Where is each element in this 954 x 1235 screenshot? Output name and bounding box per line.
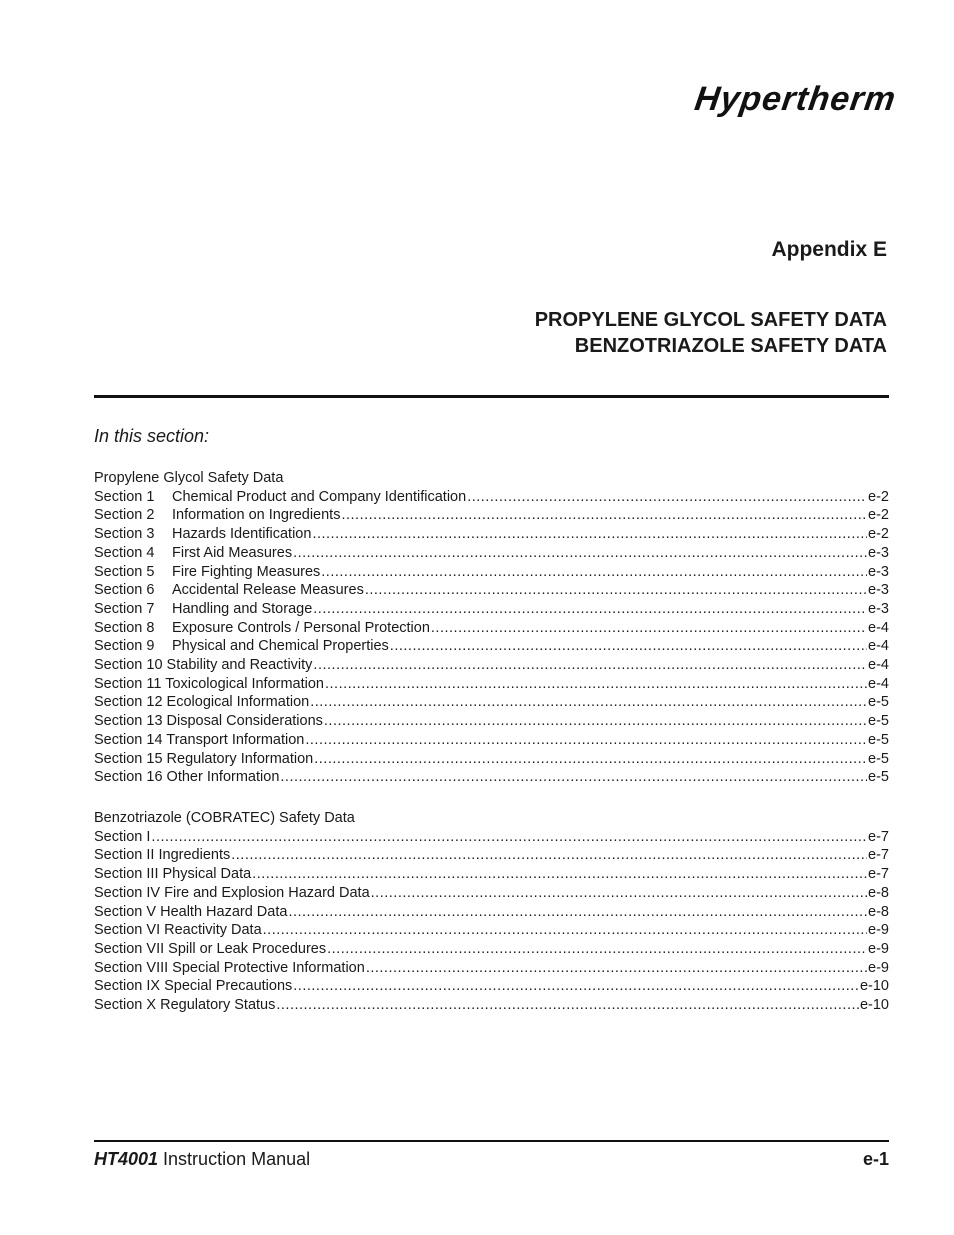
toc-leader-dots [321,563,867,582]
toc-entry-text: Hazards Identification [172,526,312,543]
toc-entry[interactable] [94,921,889,940]
toc-entry-label [94,693,309,712]
toc-entry-text: First Aid Measures [172,544,293,561]
toc-entry[interactable] [94,525,889,544]
toc-leader-dots [325,675,867,694]
toc-entry-number: Section 3 [94,526,155,543]
in-this-section-label: In this section: [94,426,210,446]
toc-entry-page: e-3 [868,544,889,561]
toc-entry-label [94,768,279,787]
toc-entry-label [94,977,292,996]
toc-leader-dots [305,731,867,750]
toc-entry[interactable] [94,977,889,996]
toc-entry[interactable] [94,768,889,787]
toc-entry-label [94,996,275,1015]
toc-entry-text: Section 12 Ecological Information [94,694,310,711]
footer-divider [94,1140,889,1142]
toc-leader-dots [327,940,867,959]
toc-entry-label [94,600,312,619]
toc-entry-label [94,525,311,544]
toc-entry-page: e-5 [868,769,889,786]
toc-entry[interactable] [94,959,889,978]
hypertherm-logo: Hypertherm [692,80,899,118]
toc-entry-number: Section 7 [94,600,155,617]
appendix-title: Appendix E [771,238,887,261]
toc-entry-label [94,488,466,507]
toc-leader-dots [280,768,867,787]
toc-propylene-glycol [94,469,889,787]
toc-entry-page: e-7 [868,828,889,845]
toc-entry-text: Section VI Reactivity Data [94,922,262,939]
toc-entry-label [94,903,287,922]
toc-entry-text: Section VII Spill or Leak Procedures [94,940,327,957]
toc-entry[interactable] [94,693,889,712]
toc-leader-dots [365,581,867,600]
toc-entry-text: Section 10 Stability and Reactivity [94,657,313,674]
toc-leader-dots [390,637,867,656]
toc-leader-dots [431,619,867,638]
toc-entry[interactable] [94,884,889,903]
toc-entry-text: Section IX Special Precautions [94,978,293,995]
toc-entry-page: e-9 [868,940,889,957]
toc-entry-page: e-5 [868,731,889,748]
toc-entry-text: Section 14 Transport Information [94,731,305,748]
toc-entry-text: Section 16 Other Information [94,769,280,786]
toc-entry-text: Exposure Controls / Personal Protection [172,619,430,636]
toc-entry-label [94,581,364,600]
toc-leader-dots [341,506,867,525]
toc-entry[interactable] [94,675,889,694]
toc-entry-page: e-3 [868,600,889,617]
toc-entry-page: e-7 [868,847,889,864]
toc-leader-dots [467,488,867,507]
toc-entry-label [94,712,323,731]
toc-leader-dots [276,996,859,1015]
toc-leader-dots [366,959,867,978]
toc-entry-page: e-8 [868,884,889,901]
toc-entry[interactable] [94,828,889,847]
toc-entry-text: Section 15 Regulatory Information [94,750,314,767]
toc-entry-text: Accidental Release Measures [172,582,364,599]
toc-entry-page: e-4 [868,675,889,692]
top-divider [94,395,889,398]
toc-entry-text: Section V Health Hazard Data [94,903,288,920]
toc-entry-label [94,637,389,656]
toc-entry[interactable] [94,996,889,1015]
toc-entry-page: e-9 [868,922,889,939]
toc-entry-label [94,731,304,750]
toc-entry-text: Section X Regulatory Status [94,997,276,1014]
toc-entry-text: Chemical Product and Company Identification [172,488,467,505]
toc-entry-text: Section II Ingredients [94,847,231,864]
toc-entry[interactable] [94,506,889,525]
toc-leader-dots [288,903,867,922]
toc-leader-dots [313,600,867,619]
toc-entry-text: Section 13 Disposal Considerations [94,713,323,730]
title-line-1: PROPYLENE GLYCOL SAFETY DATA [534,309,887,331]
toc-entry-label [94,884,370,903]
toc-entry[interactable] [94,731,889,750]
toc-entry-text: Section VIII Special Protective Information [94,959,365,976]
toc-entry-text: Information on Ingredients [172,507,341,524]
toc-entry-page: e-4 [868,657,889,674]
toc-entry-text: Fire Fighting Measures [172,563,321,580]
toc-entry-text: Handling and Storage [172,600,313,617]
toc-entry-label [94,940,326,959]
toc-leader-dots [293,544,867,563]
footer-page-number: e-1 [862,1149,889,1169]
toc-entry-number: Section 8 [94,619,155,636]
toc-entry[interactable] [94,940,889,959]
toc-entry[interactable] [94,563,889,582]
toc-leader-dots [263,921,867,940]
toc-entry-text: Section 11 Toxicological Information [94,675,324,692]
toc-entry[interactable] [94,846,889,865]
toc-entry-page: e-3 [868,563,889,580]
toc-entry-page: e-5 [868,713,889,730]
toc-entry[interactable] [94,637,889,656]
footer-manual-label: Instruction Manual [158,1149,311,1169]
toc-entry-label [94,563,320,582]
toc-entry-label [94,656,312,675]
toc-entry-page: e-2 [868,507,889,524]
toc-leader-dots [314,750,867,769]
toc-group-heading: Benzotriazole (COBRATEC) Safety Data [94,810,355,826]
toc-benzotriazole [94,809,889,1015]
toc-entry[interactable] [94,488,889,507]
toc-entry[interactable] [94,619,889,638]
toc-entry[interactable] [94,600,889,619]
toc-leader-dots [312,525,867,544]
toc-entry-label [94,750,313,769]
toc-entry-page: e-10 [859,978,889,995]
toc-entry-page: e-3 [868,582,889,599]
toc-entry-page: e-4 [868,619,889,636]
toc-entry-number: Section 5 [94,563,155,580]
toc-entry-page: e-5 [868,750,889,767]
toc-entry-label [94,828,150,847]
toc-leader-dots [293,977,859,996]
footer-model: HT4001 [94,1149,159,1169]
toc-entry-label [94,544,292,563]
toc-leader-dots [151,828,867,847]
toc-entry-text: Section III Physical Data [94,866,252,883]
toc-entry[interactable] [94,865,889,884]
toc-entry-page: e-2 [868,488,889,505]
toc-entry-label [94,846,230,865]
document-titles [535,307,887,359]
toc-entry-page: e-8 [868,903,889,920]
toc-entry-page: e-2 [868,526,889,543]
title-line-2: BENZOTRIAZOLE SAFETY DATA [574,335,887,357]
toc-entry-label [94,619,430,638]
toc-entry-page: e-5 [868,694,889,711]
toc-entry-number: Section 9 [94,638,155,655]
toc-entry[interactable] [94,581,889,600]
toc-entry-number: Section 2 [94,507,155,524]
toc-entry-number: Section 4 [94,544,155,561]
toc-entry[interactable] [94,750,889,769]
toc-leader-dots [371,884,867,903]
toc-entry-label [94,506,340,525]
toc-entry-label [94,675,324,694]
toc-entry-page: e-7 [868,866,889,883]
toc-leader-dots [252,865,867,884]
toc-entry-number: Section 6 [94,582,155,599]
footer-manual-title [94,1149,310,1170]
toc-leader-dots [324,712,867,731]
toc-group-heading: Propylene Glycol Safety Data [94,470,284,486]
toc-leader-dots [310,693,867,712]
toc-entry[interactable] [94,544,889,563]
toc-entry[interactable] [94,712,889,731]
toc-leader-dots [231,846,867,865]
toc-entry-page: e-9 [868,959,889,976]
toc-entry-number: Section 1 [94,488,155,505]
toc-entry[interactable] [94,656,889,675]
toc-entry-label [94,959,365,978]
toc-leader-dots [313,656,867,675]
toc-entry-text: Physical and Chemical Properties [172,638,389,655]
toc-entry-page: e-4 [868,638,889,655]
toc-entry-label [94,921,262,940]
toc-entry-text: Section IV Fire and Explosion Hazard Data [94,884,370,901]
toc-entry-label [94,865,251,884]
toc-entry[interactable] [94,903,889,922]
toc-entry-page: e-10 [859,997,889,1014]
toc-entry-text: Section I [94,828,151,845]
